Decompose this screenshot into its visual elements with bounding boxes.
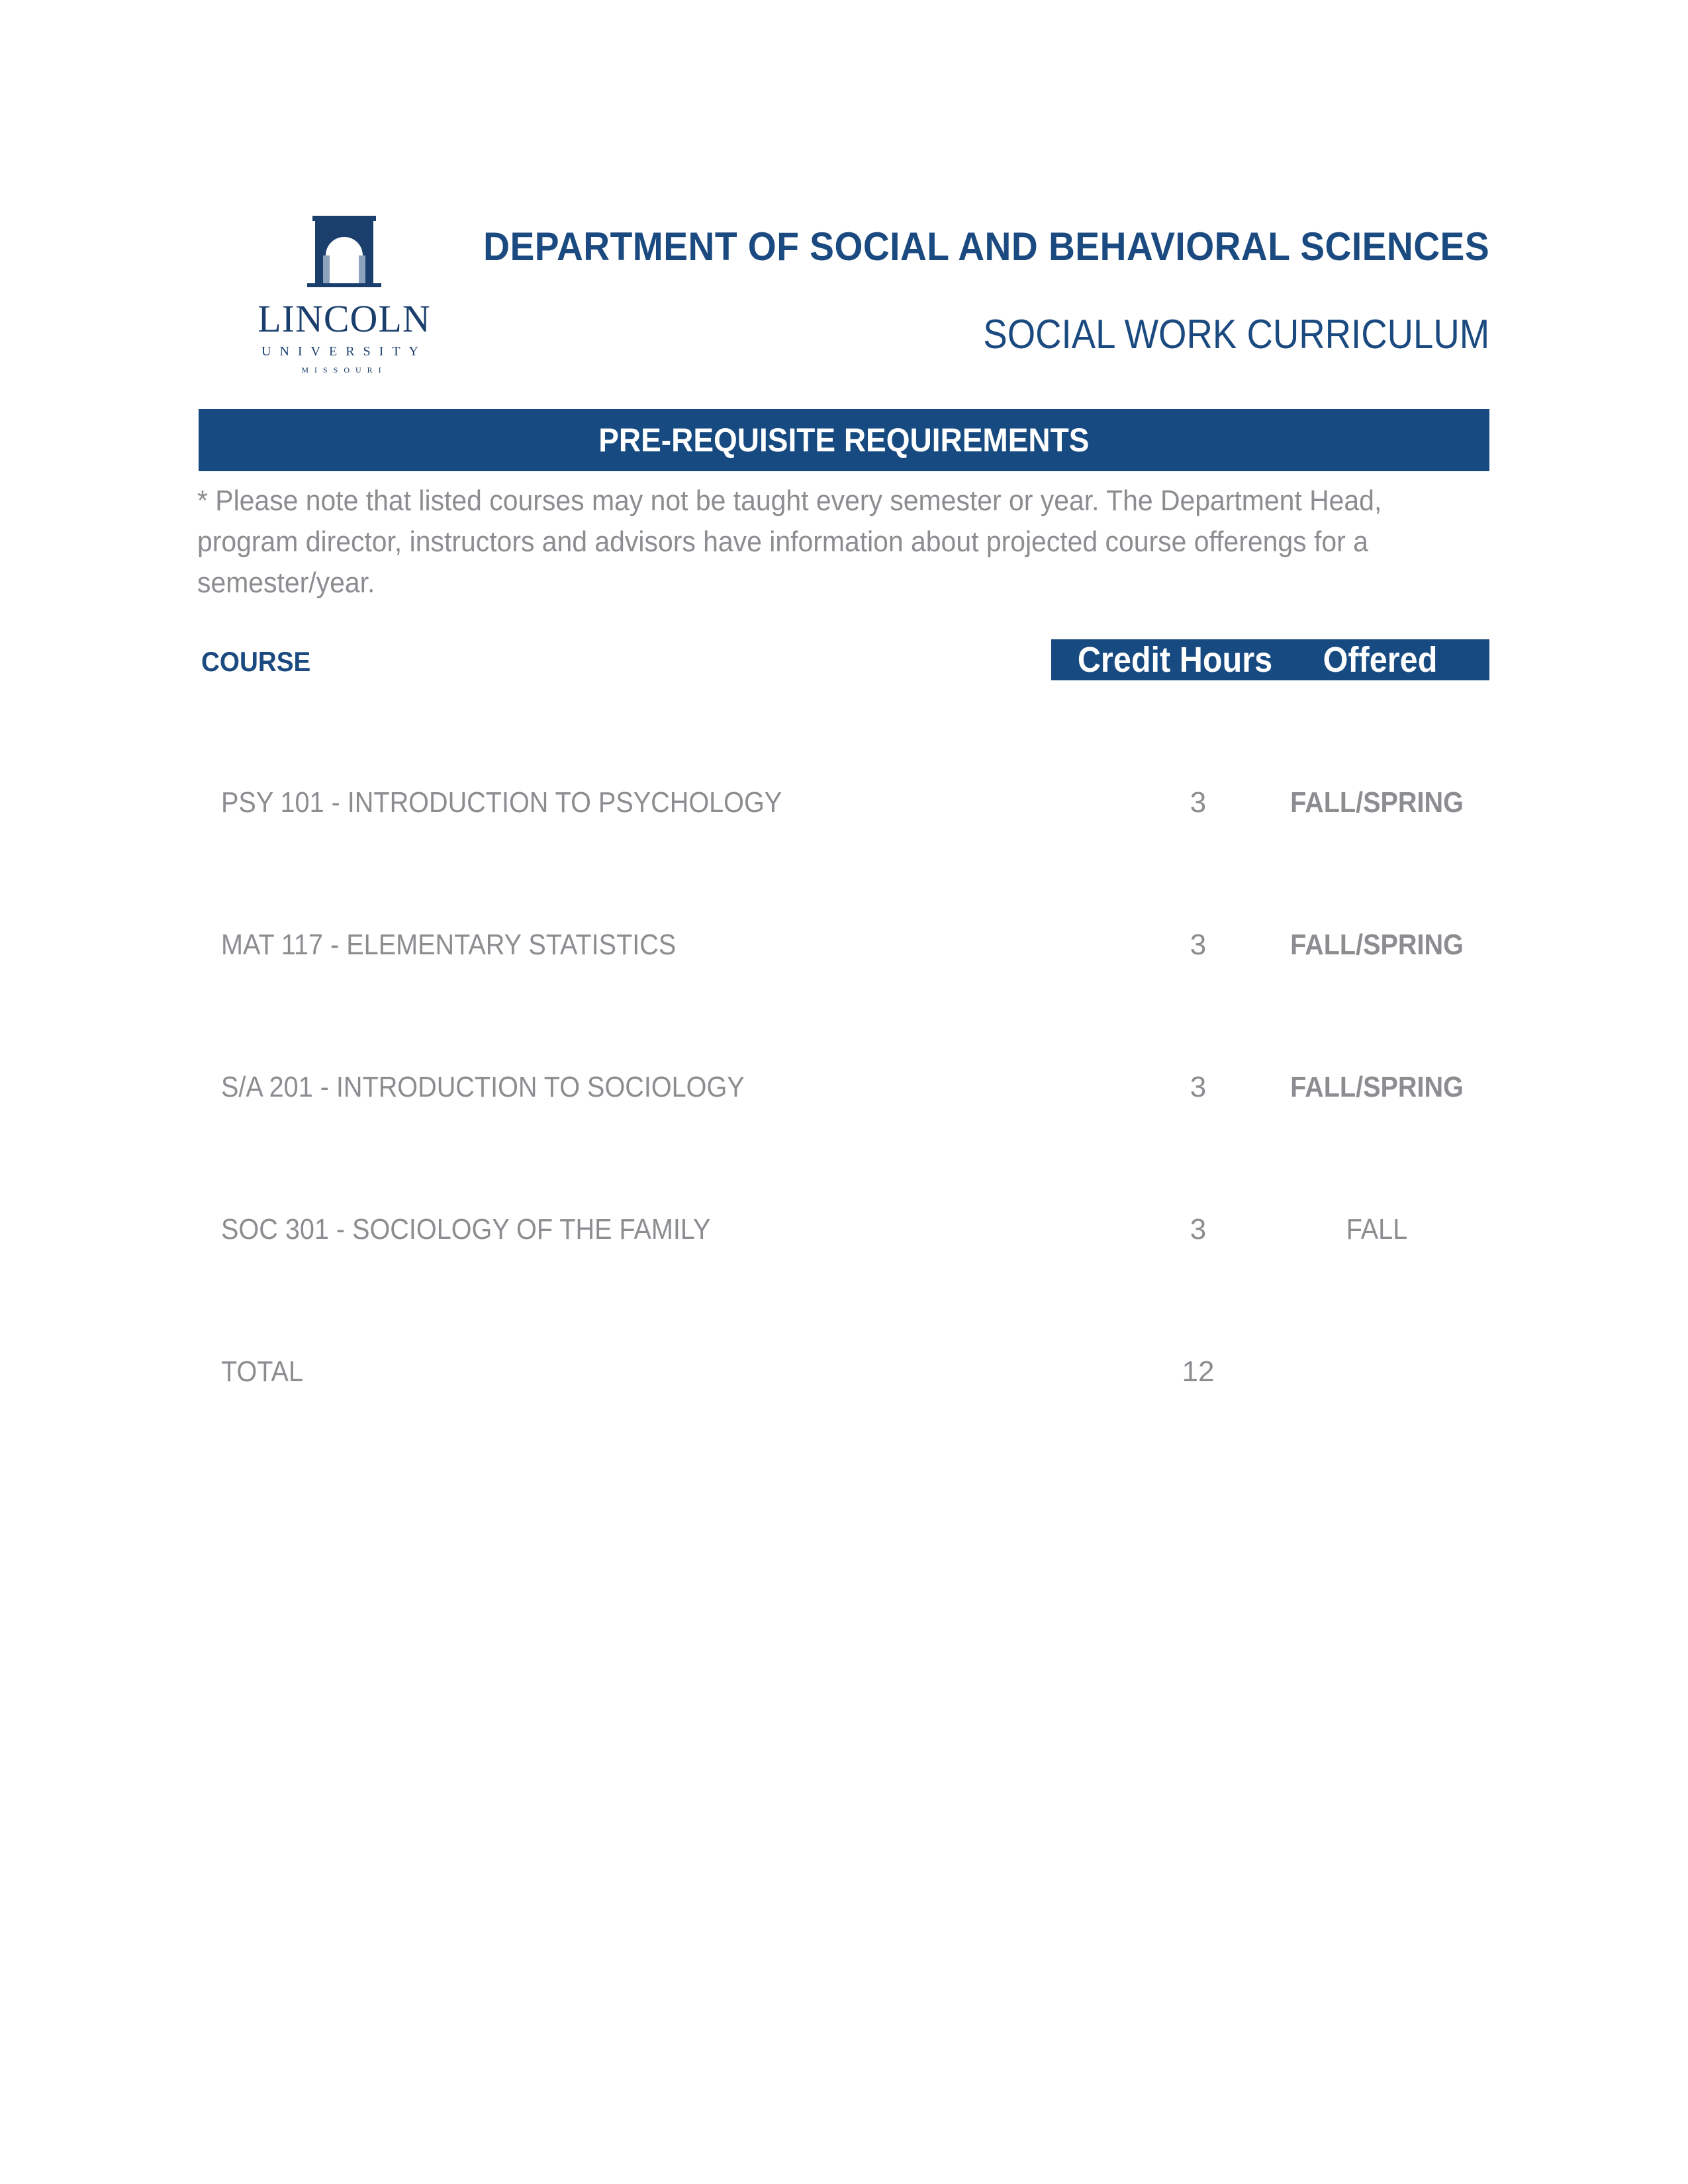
credit-hours-column-header: Credit Hours: [1077, 640, 1273, 680]
arch-icon: [238, 212, 450, 298]
logo-wordmark: LINCOLN: [258, 297, 431, 340]
course-offered: FALL: [1346, 1213, 1408, 1246]
course-name: S/A 201 - INTRODUCTION TO SOCIOLOGY: [221, 1071, 745, 1103]
course-credits: 3: [1190, 1071, 1207, 1103]
section-banner: [199, 409, 1489, 471]
course-offered: FALL/SPRING: [1290, 1071, 1464, 1103]
table-row: [0, 1064, 1688, 1111]
total-label: TOTAL: [221, 1355, 303, 1388]
logo-subtitle: UNIVERSITY: [261, 344, 427, 359]
course-name: PSY 101 - INTRODUCTION TO PSYCHOLOGY: [221, 786, 782, 819]
table-row: [0, 780, 1688, 826]
course-credits: 3: [1190, 786, 1207, 819]
total-row: [0, 1349, 1688, 1395]
university-logo: [238, 212, 450, 375]
logo-state: MISSOURI: [301, 365, 387, 375]
course-column-header: COURSE: [201, 646, 311, 677]
department-title: DEPARTMENT OF SOCIAL AND BEHAVIORAL SCIENCES: [483, 224, 1489, 269]
course-name: SOC 301 - SOCIOLOGY OF THE FAMILY: [221, 1213, 711, 1246]
offering-note: * Please note that listed courses may not be taught every semester or year. The Department Head, program director, instructors and advisors have information about projected course offerengs for a semester/year.: [197, 484, 1382, 599]
curriculum-title: SOCIAL WORK CURRICULUM: [983, 312, 1489, 357]
offered-column-header: Offered: [1323, 640, 1438, 680]
course-credits: 3: [1190, 1213, 1207, 1246]
table-row: [0, 922, 1688, 968]
course-name: MAT 117 - ELEMENTARY STATISTICS: [221, 929, 677, 961]
section-title: PRE-REQUISITE REQUIREMENTS: [598, 422, 1090, 459]
course-offered: FALL/SPRING: [1290, 786, 1464, 819]
table-row: [0, 1206, 1688, 1253]
course-offered: FALL/SPRING: [1290, 929, 1464, 961]
course-credits: 3: [1190, 929, 1207, 961]
total-credits: 12: [1182, 1355, 1215, 1388]
